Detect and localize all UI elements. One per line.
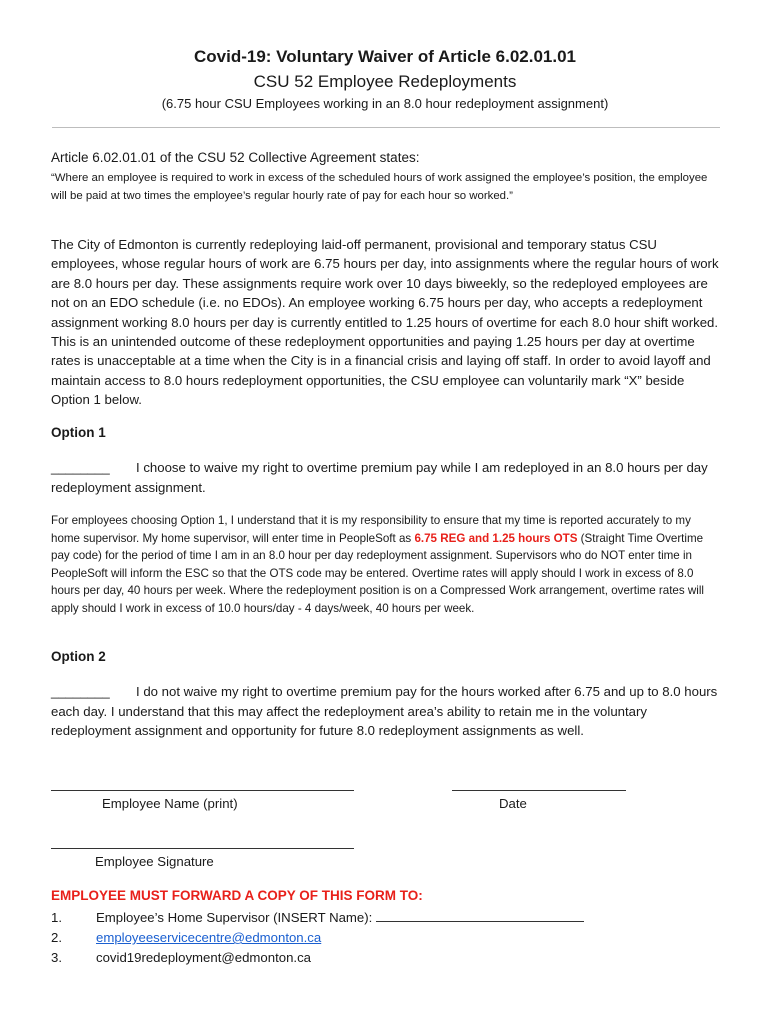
option-1-statement <box>51 458 723 497</box>
option-1-heading: Option 1 <box>51 425 106 440</box>
document-note: (6.75 hour CSU Employees working in an 8.0 hour redeployment assignment) <box>161 96 609 111</box>
employee-signature-label: Employee Signature <box>95 854 214 869</box>
forward-item-1-text: Employee’s Home Supervisor (INSERT Name): <box>96 910 373 925</box>
forward-item-3-number: 3. <box>51 950 62 965</box>
option-1-details-text-b: (Straight Time Overtime pay code) for the period of time I am in an 8.0 hour per day redeployment assignment. Supervisors who do NOT enter time in PeopleSoft will inform the ESC so that the OTS code may be entered. Overtime rates will apply should I work in excess of 8.0 hours per day, 40 hours per week. Where the redeployment position is on a Compressed Work arrangement, overtime rates will apply should I work in excess of 10.0 hours/day - 4 days/week, 40 hours per week. <box>51 531 704 615</box>
forward-heading: EMPLOYEE MUST FORWARD A COPY OF THIS FORM TO: <box>51 888 423 903</box>
supervisor-name-blank[interactable] <box>376 911 584 922</box>
esc-email-link[interactable]: employeeservicecentre@edmonton.ca <box>96 930 322 945</box>
option-2-mark-blank[interactable]: ________ <box>51 684 110 699</box>
option-1-mark-blank[interactable]: ________ <box>51 460 110 475</box>
option-1-details-text-a: For employees choosing Option 1, I understand that it is my responsibility to ensure that my time is reported accurately to my home supervisor. My home supervisor, will enter time in PeopleSoft as <box>51 514 691 545</box>
redeployment-email: covid19redeployment@edmonton.ca <box>96 950 311 965</box>
date-label: Date <box>499 796 527 811</box>
forward-item-1 <box>96 910 584 925</box>
employee-signature-line[interactable] <box>51 848 354 849</box>
option-1-details <box>51 512 723 618</box>
intro-paragraph: The City of Edmonton is currently redeploying laid-off permanent, provisional and temporary status CSU employees, whose regular hours of work are 6.75 hours per day, into assignments where the regular hours of work are 8.0 hours per day. These assignments require work over 10 days biweekly, so the redeployed employees are not on an EDO schedule (i.e. no EDOs). An employee working 6.75 hours per day, who accepts a redeployment assignment working 8.0 hours per day is currently entitled to 1.25 hours of overtime for each 8.0 hour shift worked. This is an unintended outcome of these redeployment opportunities and paying 1.25 hours per day at overtime rates is unacceptable at a time when the City is in a financial crisis and laying off staff. In order to avoid layoff and maintain access to 8.0 hours redeployment opportunities, the CSU employee can voluntarily mark “X” beside Option 1 below. <box>51 237 719 408</box>
article-quote: “Where an employee is required to work in excess of the scheduled hours of work assigned the employee’s position, the employee will be paid at two times the employee’s regular hourly rate of pay for each hour so worked.” <box>51 172 708 202</box>
forward-item-1-number: 1. <box>51 910 62 925</box>
option-2-statement <box>51 682 723 741</box>
option-1-text: I choose to waive my right to overtime premium pay while I am redeployed in an 8.0 hours per day redeployment assignment. <box>51 460 708 495</box>
employee-name-line[interactable] <box>51 790 354 791</box>
document-title: Covid-19: Voluntary Waiver of Article 6.02.01.01 <box>193 47 576 66</box>
header-divider <box>52 127 720 128</box>
option-1-highlight: 6.75 REG and 1.25 hours OTS <box>414 531 578 545</box>
option-2-heading: Option 2 <box>51 649 106 664</box>
date-line[interactable] <box>452 790 626 791</box>
document-subtitle: CSU 52 Employee Redeployments <box>253 72 517 91</box>
article-heading: Article 6.02.01.01 of the CSU 52 Collective Agreement states: <box>51 150 420 165</box>
employee-name-label: Employee Name (print) <box>102 796 238 811</box>
forward-item-2-number: 2. <box>51 930 62 945</box>
option-2-text: I do not waive my right to overtime premium pay for the hours worked after 6.75 and up to 8.0 hours each day. I understand that this may affect the redeployment area’s ability to retain me in the voluntary redeployment assignment and opportunity for future 8.0 redeployment assignments as well. <box>51 684 718 739</box>
